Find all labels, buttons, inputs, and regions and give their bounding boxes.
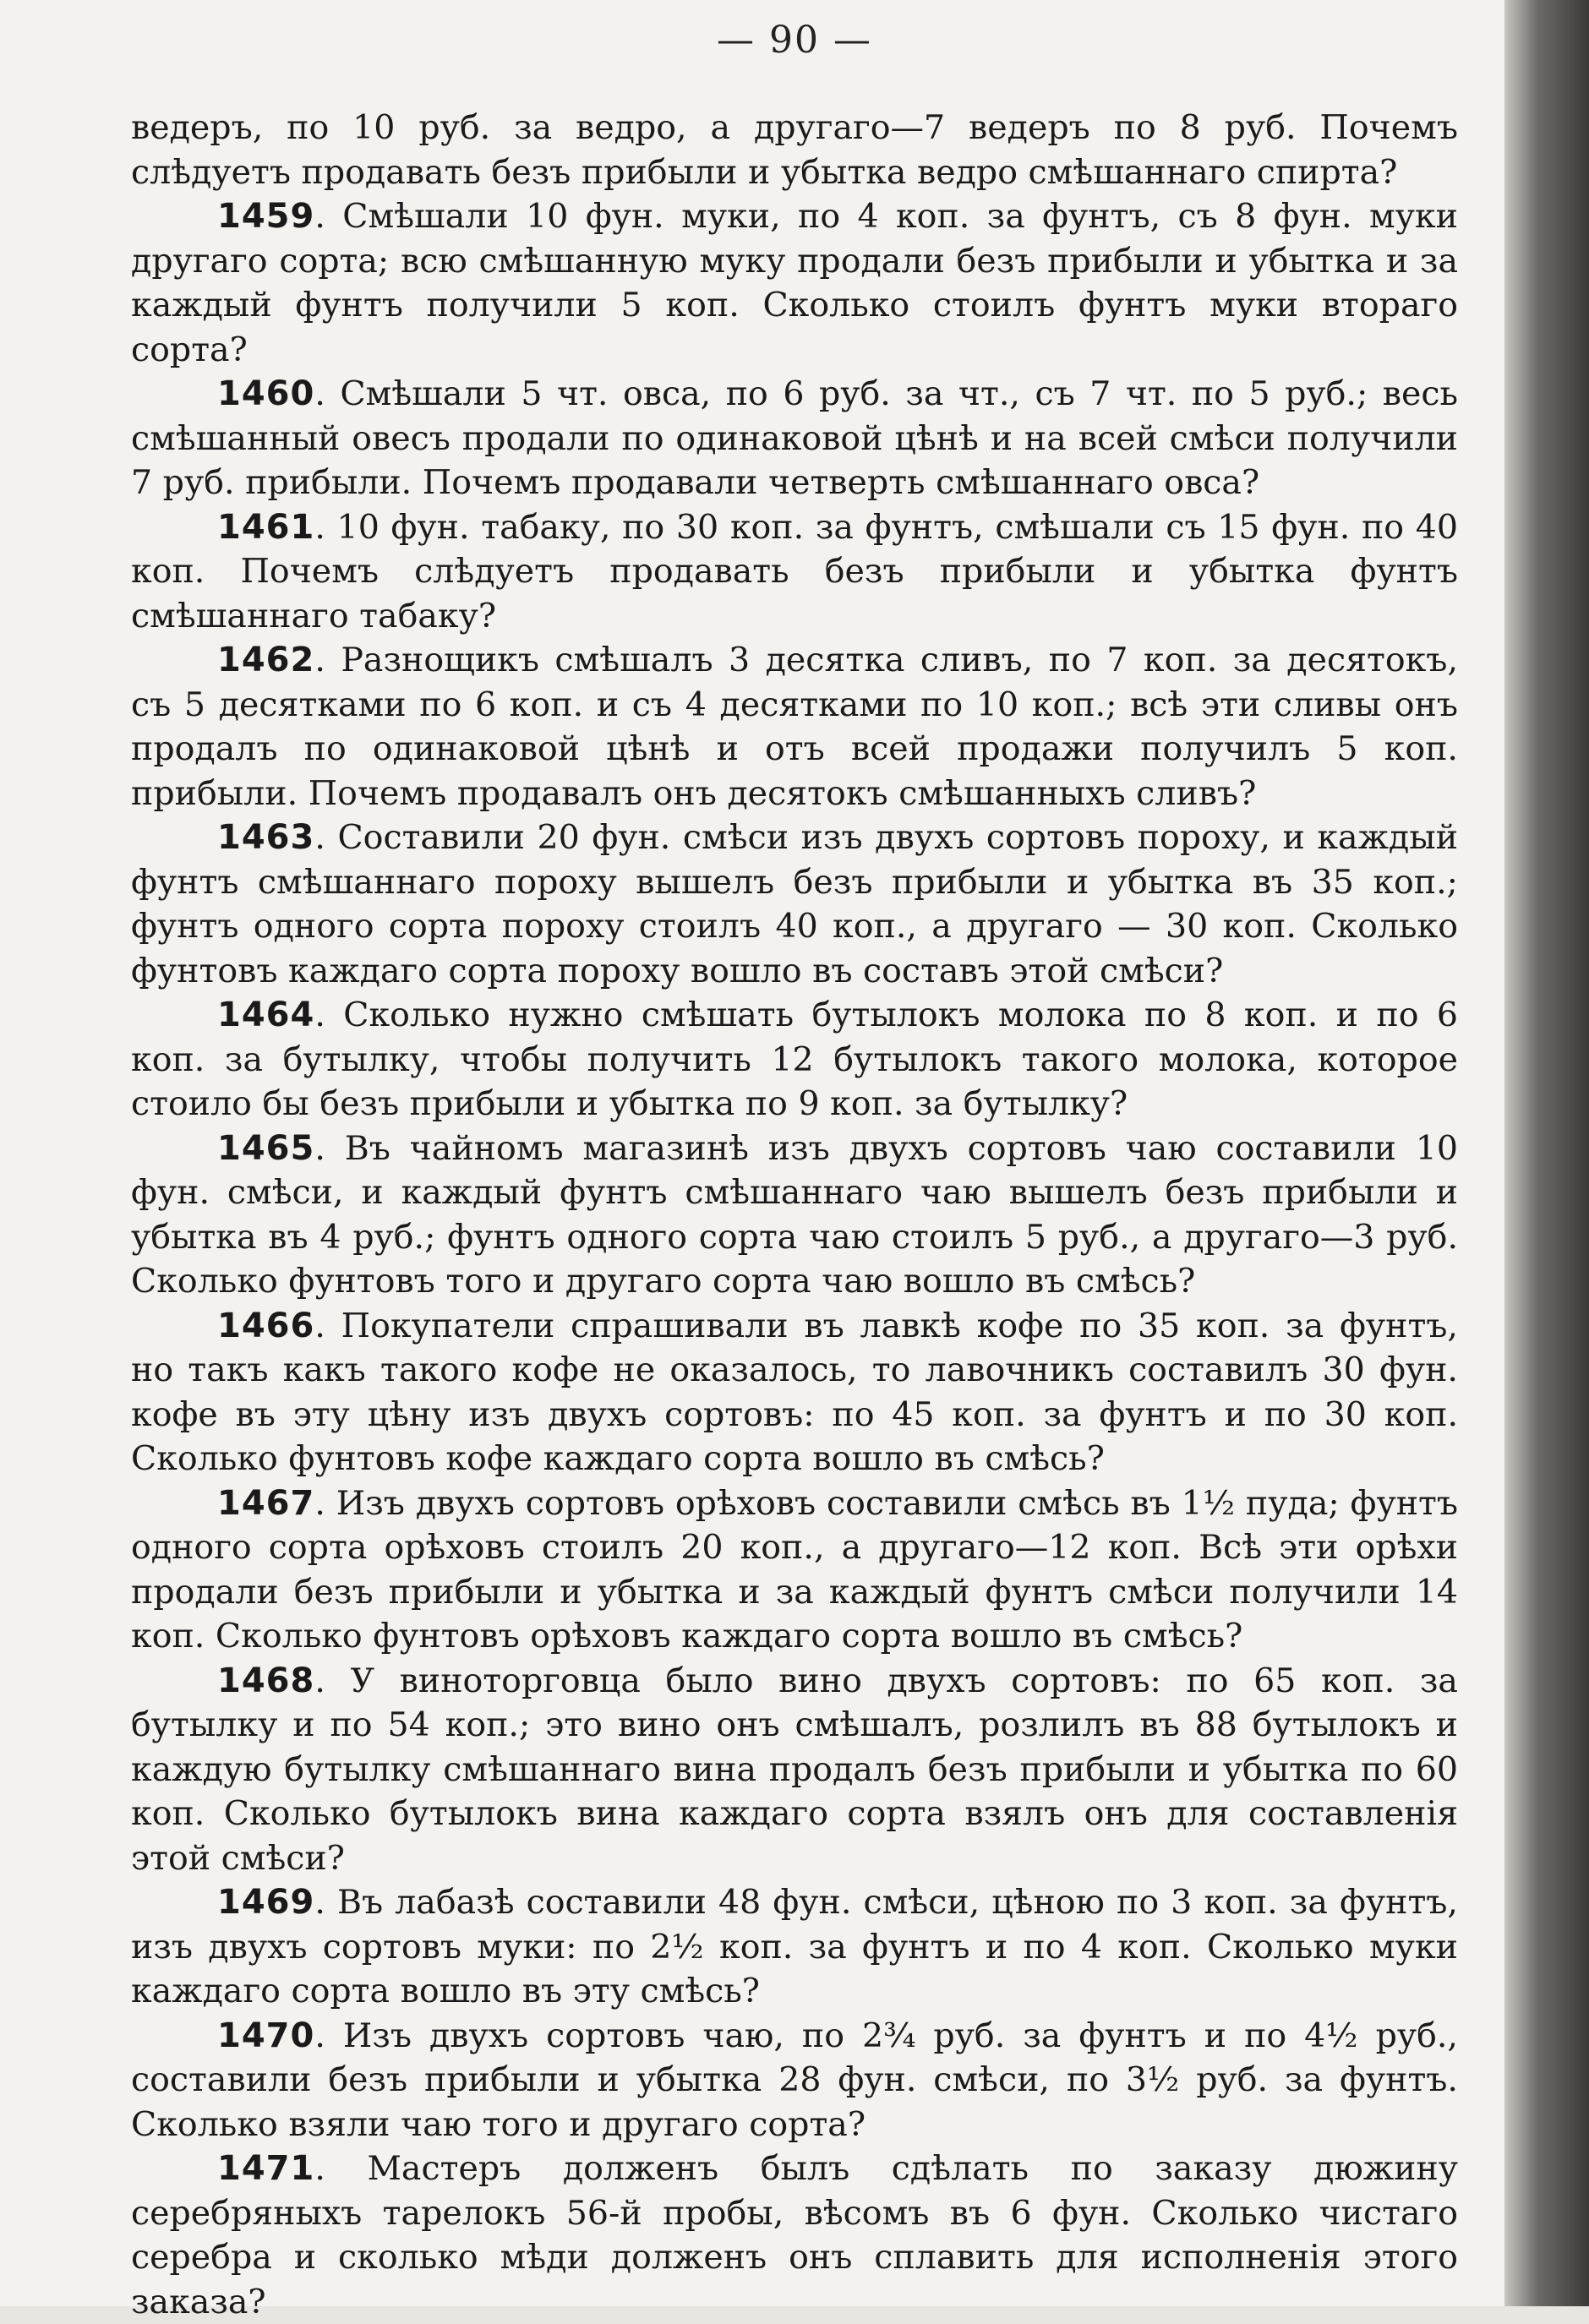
problem-1468 [131,1659,1458,1881]
problem-1469 [131,1880,1458,2014]
book-spine-shadow [1504,0,1589,2306]
continuation-paragraph: ведеръ, по 10 руб. за ведро, а другаго—7 ведеръ по 8 руб. Почемъ слѣдуетъ продавать безъ прибыли и убытка ведро смѣшаннаго спирта? [131,108,1458,192]
problem-1467 [131,1481,1458,1659]
problem-number: 1459 [217,197,315,236]
problem-1460 [131,372,1458,505]
page-number: — 90 — [717,19,872,62]
problem-1466 [131,1304,1458,1481]
problem-text: . Сколько нужно смѣшать бутылокъ молока по 8 коп. и по 6 коп. за бутылку, чтобы получить 12 бутылокъ такого молока, которое стоило бы безъ прибыли и убытка по 9 коп. за бутылку? [131,996,1458,1123]
problem-text: . Въ лабазѣ составили 48 фун. смѣси, цѣною по 3 коп. за фунтъ, изъ двухъ сортовъ муки: по 2½ коп. за фунтъ и по 4 коп. Сколько муки каждаго сорта вошло въ эту смѣсь? [131,1883,1458,2010]
problem-text: . 10 фун. табаку, по 30 коп. за фунтъ, смѣшали съ 15 фун. по 40 коп. Почемъ слѣдуетъ продавать безъ прибыли и убытка фунтъ смѣшаннаго табаку? [131,507,1458,636]
problem-1470 [131,2014,1458,2147]
problem-1462 [131,638,1458,816]
problem-number: 1463 [217,818,315,857]
problem-number: 1471 [217,2149,315,2188]
problem-text: . Изъ двухъ сортовъ чаю, по 2¾ руб. за фунтъ и по 4½ руб., составили безъ прибыли и убытка 28 фун. смѣси, по 3½ руб. за фунтъ. Сколько взяли чаю того и другаго сорта? [131,2016,1458,2144]
problem-text: . Въ чайномъ магазинѣ изъ двухъ сортовъ чаю составили 10 фун. смѣси, и каждый фунтъ смѣшаннаго чаю вышелъ безъ прибыли и убытка въ 4 руб.; фунтъ одного сорта чаю стоилъ 5 руб., а другаго—3 руб. Сколько фунтовъ того и другаго сорта чаю вошло въ смѣсь? [131,1128,1458,1301]
problem-1461 [131,505,1458,639]
problem-text: . У виноторговца было вино двухъ сортовъ: по 65 коп. за бутылку и по 54 коп.; это вино онъ смѣшалъ, розлилъ въ 88 бутылокъ и каждую бутылку смѣшаннаго вина продалъ безъ прибыли и убытка по 60 коп. Сколько бутылокъ вина каждаго сорта взялъ онъ для составленія этой смѣси? [131,1661,1458,1878]
problem-1459 [131,194,1458,372]
problem-number: 1462 [217,641,315,679]
problem-1465 [131,1127,1458,1304]
problem-number: 1461 [217,507,315,547]
page-text [131,106,1458,2324]
problem-number: 1466 [217,1306,315,1345]
problem-1464 [131,993,1458,1127]
problem-number: 1460 [217,374,315,413]
problem-1463 [131,816,1458,993]
problem-1471 [131,2147,1458,2324]
problem-text: . Разнощикъ смѣшалъ 3 десятка сливъ, по 7 коп. за десятокъ, съ 5 десятками по 6 коп. и съ 4 десятками по 10 коп.; всѣ эти сливы онъ продалъ по одинаковой цѣнѣ и отъ всей продажи получилъ 5 коп. прибыли. Почемъ продавалъ онъ десятокъ смѣшанныхъ сливъ? [131,641,1458,813]
problem-text: . Изъ двухъ сортовъ орѣховъ составили смѣсь въ 1½ пуда; фунтъ одного сорта орѣховъ стоилъ 20 коп., а другаго—12 коп. Всѣ эти орѣхи продали безъ прибыли и убытка и за каждый фунтъ смѣси получили 14 коп. Сколько фунтовъ орѣховъ каждаго сорта вошло въ смѣсь? [131,1483,1458,1656]
problem-text: . Покупатели спрашивали въ лавкѣ кофе по 35 коп. за фунтъ, но такъ какъ такого кофе не оказалось, то лавочникъ составилъ 30 фун. кофе въ эту цѣну изъ двухъ сортовъ: по 45 коп. за фунтъ и по 30 коп. Сколько фунтовъ кофе каждаго сорта вошло въ смѣсь? [131,1306,1458,1478]
problem-number: 1470 [217,2016,315,2055]
problem-number: 1464 [217,996,315,1034]
problem-number: 1469 [217,1883,315,1922]
problem-number: 1468 [217,1661,315,1700]
problem-text: . Составили 20 фун. смѣси изъ двухъ сортовъ пороху, и каждый фунтъ смѣшаннаго пороху вышелъ безъ прибыли и убытка въ 35 коп.; фунтъ одного сорта пороху стоилъ 40 коп., а другаго — 30 коп. Сколько фунтовъ каждаго сорта пороху вошло въ составъ этой смѣси? [131,818,1458,990]
problem-text: . Мастеръ долженъ былъ сдѣлать по заказу дюжину серебряныхъ тарелокъ 56-й пробы, вѣсомъ въ 6 фун. Сколько чистаго серебра и сколько мѣди долженъ онъ сплавить для исполненія этого заказа? [131,2149,1458,2321]
problem-number: 1465 [217,1128,315,1168]
problem-text: . Смѣшали 5 чт. овса, по 6 руб. за чт., съ 7 чт. по 5 руб.; весь смѣшанный овесъ продали по одинаковой цѣнѣ и на всей смѣси получили 7 руб. прибыли. Почемъ продавали четверть смѣшаннаго овса? [131,374,1458,502]
problem-number: 1467 [217,1483,315,1523]
problem-text: . Смѣшали 10 фун. муки, по 4 коп. за фунтъ, съ 8 фун. муки другаго сорта; всю смѣшанную муку продали безъ прибыли и убытка и за каждый фунтъ получили 5 коп. Сколько стоилъ фунтъ муки втораго сорта? [131,197,1458,369]
